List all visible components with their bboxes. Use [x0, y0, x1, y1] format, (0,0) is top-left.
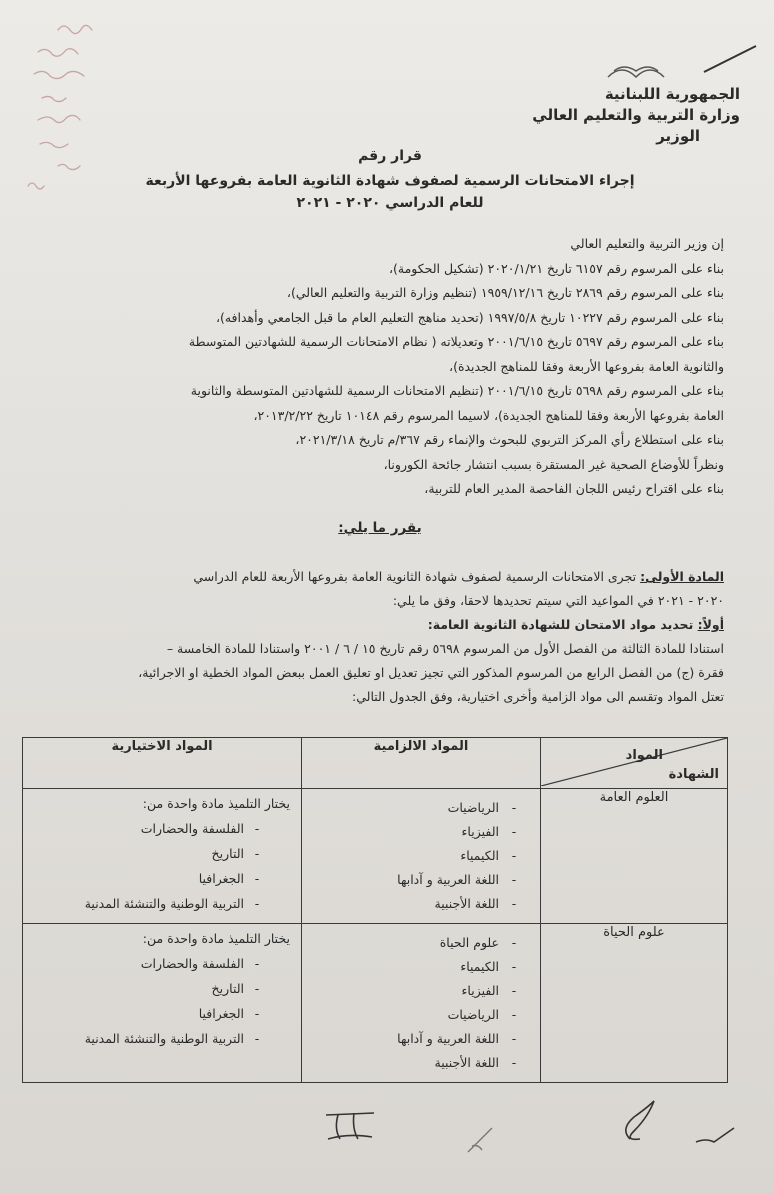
- list-item: - اللغة الأجنبية: [307, 892, 529, 916]
- decides-heading: يقرر ما يلي:: [338, 520, 422, 536]
- list-item: - اللغة العربية و آدابها: [307, 868, 529, 892]
- elective-column-header: المواد الاختيارية: [23, 738, 302, 789]
- minister-title: الوزير: [656, 127, 700, 145]
- list-item: - اللغة العربية و آدابها: [307, 1027, 529, 1051]
- list-item: - التاريخ: [28, 976, 270, 1001]
- corner-pen-mark-icon: [700, 40, 760, 80]
- table-header-row: [23, 738, 728, 789]
- initial-mark: [462, 1118, 502, 1158]
- article-one-label: المادة الأولى:: [640, 569, 724, 584]
- first-section-heading: [54, 613, 724, 637]
- elective-cell: [23, 789, 302, 924]
- decision-title: [110, 170, 670, 214]
- table-row: [23, 924, 728, 1083]
- article-one: [54, 565, 724, 709]
- certificate-cell: علوم الحياة: [541, 924, 728, 1083]
- subjects-table: [22, 737, 728, 1083]
- corner-certificate-label: الشهادة: [668, 767, 719, 782]
- decision-title-line1: إجراء الامتحانات الرسمية لصفوف شهادة الثانوية العامة بفروعها الأربعة: [145, 173, 635, 189]
- list-item: - اللغة الأجنبية: [307, 1051, 529, 1075]
- list-item: - الكيمياء: [307, 844, 529, 868]
- letterhead: [440, 84, 740, 147]
- signature-mark: [610, 1095, 670, 1145]
- list-item: - الرياضيات: [307, 1003, 529, 1027]
- preamble-line: ونظراً للأوضاع الصحية غير المستقرة بسبب انتشار جائحة الكورونا،: [383, 456, 724, 472]
- preamble-line: بناء على اقتراح رئيس اللجان الفاحصة المدير العام للتربية،: [424, 481, 724, 496]
- ministry-logo-icon: [600, 55, 670, 85]
- list-item: - الفلسفة والحضارات: [28, 816, 270, 841]
- preamble-line: بناء على المرسوم رقم ٥٦٩٧ تاريخ ٢٠٠١/٦/١٥ وتعديلاته ( نظام الامتحانات الرسمية للشهادتين المتوسطة: [188, 334, 724, 349]
- decision-title-line2: للعام الدراسي ٢٠٢٠ - ٢٠٢١: [296, 195, 484, 211]
- decision-number: قرار رقم: [358, 148, 422, 164]
- certificate-cell: العلوم العامة: [541, 789, 728, 924]
- list-item: - علوم الحياة: [307, 931, 529, 955]
- list-item: - التربية الوطنية والتنشئة المدنية: [28, 891, 270, 916]
- list-item: - التربية الوطنية والتنشئة المدنية: [28, 1026, 270, 1051]
- republic-name: الجمهورية اللبنانية: [604, 85, 740, 103]
- preamble-line: والثانوية العامة بفروعها الأربعة وفقا للمناهج الجديدة)،: [449, 358, 724, 374]
- list-item: - الفلسفة والحضارات: [28, 951, 270, 976]
- corner-subjects-label: المواد: [625, 748, 663, 763]
- preamble-line: بناء على استطلاع رأي المركز التربوي للبحوث والإنماء رقم ٣٦٧/م تاريخ ٢٠٢١/٣/١٨،: [295, 432, 724, 447]
- article-paragraph-line: فقرة (ج) من الفصل الرابع من المرسوم المذكور التي تجيز تعديل او تعليق العمل ببعض المواد الخطية او الاجرائية،: [138, 665, 724, 680]
- first-section-label: أولاً:: [697, 617, 724, 632]
- signature-mark: [320, 1105, 380, 1145]
- article-one-line2: ٢٠٢٠ - ٢٠٢١ في المواعيد التي سيتم تحديدها لاحقا، وفق ما يلي:: [392, 593, 724, 608]
- article-paragraph-line: تعتل المواد وتقسم الى مواد الزامية وأخرى اختيارية، وفق الجدول التالي:: [352, 689, 724, 704]
- list-item: - التاريخ: [28, 841, 270, 866]
- ministry-name: وزارة التربية والتعليم العالي: [532, 106, 740, 124]
- article-one-line1: [54, 565, 724, 589]
- list-item: - الجغرافيا: [28, 866, 270, 891]
- table-row: [23, 789, 728, 924]
- list-item: - الرياضيات: [307, 796, 529, 820]
- preamble-line: العامة بفروعها الأربعة وفقا للمناهج الجديدة)، لاسيما المرسوم رقم ١٠١٤٨ تاريخ ٢٠١٣/٢/٢٢،: [253, 407, 724, 423]
- preamble-line: بناء على المرسوم رقم ٦١٥٧ تاريخ ٢٠٢٠/١/٢١ (تشكيل الحكومة)،: [389, 260, 724, 276]
- list-item: - الفيزياء: [307, 979, 529, 1003]
- elective-intro: يختار التلميذ مادة واحدة من:: [142, 796, 290, 811]
- list-item: - الكيمياء: [307, 955, 529, 979]
- corner-header-cell: [541, 738, 728, 789]
- preamble-line: بناء على المرسوم رقم ٥٦٩٨ تاريخ ٢٠٠١/٦/١٥ (تنظيم الامتحانات الرسمية للشهادتين المتوسطة والثانوية: [190, 383, 724, 398]
- preamble: [84, 232, 724, 502]
- list-item: - الفيزياء: [307, 820, 529, 844]
- initial-mark: [690, 1122, 740, 1152]
- elective-intro: يختار التلميذ مادة واحدة من:: [142, 931, 290, 946]
- article-paragraph-line: استنادا للمادة الثالثة من الفصل الأول من المرسوم ٥٦٩٨ رقم تاريخ ١٥ / ٦ / ٢٠٠١ واستنادا للمادة الخامسة –: [166, 641, 724, 656]
- article-one-text: تجرى الامتحانات الرسمية لصفوف شهادة الثانوية العامة بفروعها الأربعة للعام الدراسي: [193, 569, 641, 584]
- first-section-title: تحديد مواد الامتحان للشهادة الثانوية العامة:: [427, 617, 698, 632]
- mandatory-cell: [302, 789, 541, 924]
- mandatory-cell: [302, 924, 541, 1083]
- preamble-line: بناء على المرسوم رقم ١٠٢٢٧ تاريخ ١٩٩٧/٥/٨ (تحديد مناهج التعليم العام ما قبل الجامعي وأهدافه)،: [215, 309, 724, 325]
- preamble-line: بناء على المرسوم رقم ٢٨٦٩ تاريخ ١٩٥٩/١٢/١٦ (تنظيم وزارة التربية والتعليم العالي)،: [286, 285, 724, 300]
- preamble-line: إن وزير التربية والتعليم العالي: [570, 236, 724, 251]
- elective-cell: [23, 924, 302, 1083]
- mandatory-column-header: المواد الالزامية: [302, 738, 541, 789]
- list-item: - الجغرافيا: [28, 1001, 270, 1026]
